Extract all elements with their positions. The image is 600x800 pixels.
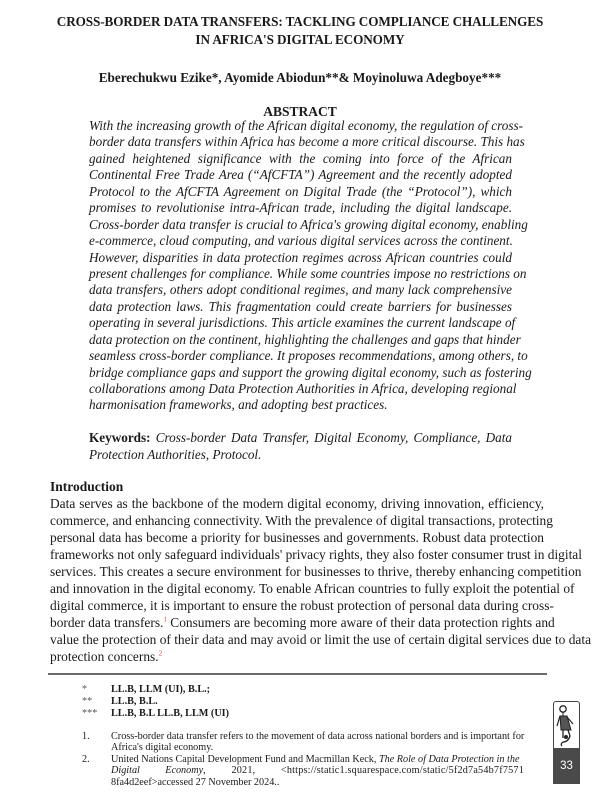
affiliation-text: LL.B, LLM (UI), B.L.;	[111, 684, 211, 695]
keywords-text: Cross-border Data Transfer, Digital Economy, Compliance, Data	[155, 430, 513, 445]
footnote-ref-1[interactable]: 1	[163, 615, 167, 624]
body-line: Data serves as the backbone of the modern digital economy, driving innovation, efficiency,	[50, 496, 544, 511]
abstract-line: gained heightened significance with the coming into force of the African	[89, 150, 512, 166]
footnote-line: 8fa4d2eef>accessed 27 November 2024..	[111, 776, 280, 788]
footnote-line: Africa's digital economy.	[111, 742, 214, 754]
title-line: IN AFRICA'S DIGITAL ECONOMY	[195, 32, 405, 47]
abstract-line: harmonisation frameworks, and adopting best practices.	[89, 397, 388, 413]
footnote-citation-title: Digital Economy	[111, 765, 204, 777]
body-line	[50, 614, 555, 631]
abstract-line: border data transfers within Africa has become a more critical discourse. This has	[89, 134, 525, 150]
paper-title	[0, 13, 600, 49]
abstract-line: Cross-border data transfer is crucial to Africa's growing digital economy, enabling	[89, 216, 528, 232]
affiliation-mark: **	[82, 696, 93, 707]
body-line: digital commerce, it is important to ensure the robust protection of personal data during cross-	[50, 598, 554, 613]
footnote-url[interactable]: , 2021, <https://static1.squarespace.com/static/5f2d7a54b7f7571	[203, 765, 524, 777]
abstract-line: With the increasing growth of the African digital economy, the regulation of cross-	[89, 118, 524, 133]
section-heading-introduction: Introduction	[50, 479, 124, 494]
figure-logo-icon	[554, 702, 579, 749]
footnote-line: Cross-border data transfer refers to the movement of data across national borders and is important for	[111, 731, 525, 742]
abstract-line: present challenges for compliance. While some countries impose no restrictions on	[89, 265, 527, 281]
footnote-ref-2[interactable]: 2	[158, 649, 163, 658]
abstract-line: bridge compliance gaps and support the growing digital economy, such as fostering	[89, 364, 532, 380]
footnote-line	[111, 765, 524, 776]
abstract-line: Continental Free Trade Area (“AfCFTA”) Agreement and the recently adopted	[89, 167, 512, 183]
footnote-citation-title: The Role of Data Protection in the	[378, 753, 520, 765]
body-line: personal data has become a priority for businesses and governments. Robust data protection	[50, 530, 544, 545]
abstract-line: Protocol to the AfCFTA Agreement on Digital Trade (the “Protocol”), which	[89, 183, 512, 199]
introduction-body	[50, 495, 592, 665]
footnote-number: 2.	[82, 753, 90, 765]
keywords	[89, 430, 512, 463]
body-line: commerce, and enhancing connectivity. With the prevalence of digital transactions, protecting	[50, 513, 553, 528]
abstract-line: collaborations among Data Protection Authorities in Africa, developing regional	[89, 381, 517, 396]
body-line	[50, 648, 544, 665]
title-line: CROSS-BORDER DATA TRANSFERS: TACKLING COMPLIANCE CHALLENGES	[56, 14, 544, 29]
abstract-body	[89, 118, 532, 414]
abstract-line: operating in several jurisdictions. This article examines the current landscape of	[89, 315, 516, 331]
body-line: and innovation in the digital economy. To enable African countries to fully exploit the potential of	[50, 581, 575, 596]
footnotes	[82, 731, 524, 788]
footnote-line	[111, 754, 524, 765]
body-segment: Consumers are becoming more aware of their data protection rights and	[170, 615, 555, 630]
page-number: 33	[553, 748, 580, 784]
affiliation-text: LL.B, B.L LL.B, LLM (UI)	[111, 708, 230, 719]
affiliation-mark: ***	[82, 708, 98, 719]
keywords-line	[89, 430, 512, 447]
abstract-line: However, disparities in data protection regimes across African countries could	[89, 249, 512, 265]
body-segment: protection concerns.	[50, 649, 159, 664]
footnote-text: United Nations Capital Development Fund and Macmillan Keck,	[111, 753, 379, 765]
body-line: value the protection of their data and may avoid or limit the use of certain digital services due to data	[50, 632, 592, 647]
abstract-line: data transfers, others adopt conditional regimes, and many lack comprehensive	[89, 282, 512, 298]
footnote-number: 1.	[82, 731, 90, 742]
abstract-line: data protection laws. This fragmentation could create barriers for businesses	[89, 298, 512, 314]
journal-figure-logo-icon	[553, 701, 580, 749]
keywords-label: Keywords:	[89, 430, 151, 445]
affiliation-text: LL.B, B.L.	[111, 696, 158, 707]
footnote-divider	[48, 673, 547, 675]
footnote-1	[82, 731, 524, 754]
affiliation-mark: *	[82, 684, 88, 695]
abstract-line: promises to revolutionise intra-African trade, including the digital landscape.	[89, 200, 512, 216]
body-line: frameworks not only safeguard individuals' privacy rights, they also foster consumer trust in digital	[50, 547, 582, 562]
footnote-2	[82, 754, 524, 788]
abstract-line: e-commerce, cloud computing, and various digital services across the continent.	[89, 233, 513, 249]
body-segment: border data transfers.	[50, 615, 164, 630]
keywords-line: Protection Authorities, Protocol.	[89, 446, 262, 462]
abstract-heading: ABSTRACT	[263, 104, 337, 119]
body-line: services. This creates a secure environment for businesses to thrive, thereby enhancing competition	[50, 564, 582, 579]
abstract-line: data protection on the continent, highlighting the challenges and gaps that hinder	[89, 331, 521, 347]
abstract-line: seamless cross-border compliance. It proposes recommendations, among others, to	[89, 348, 528, 364]
authors: Eberechukwu Ezike*, Ayomide Abiodun**& Moyinoluwa Adegboye***	[98, 70, 502, 85]
